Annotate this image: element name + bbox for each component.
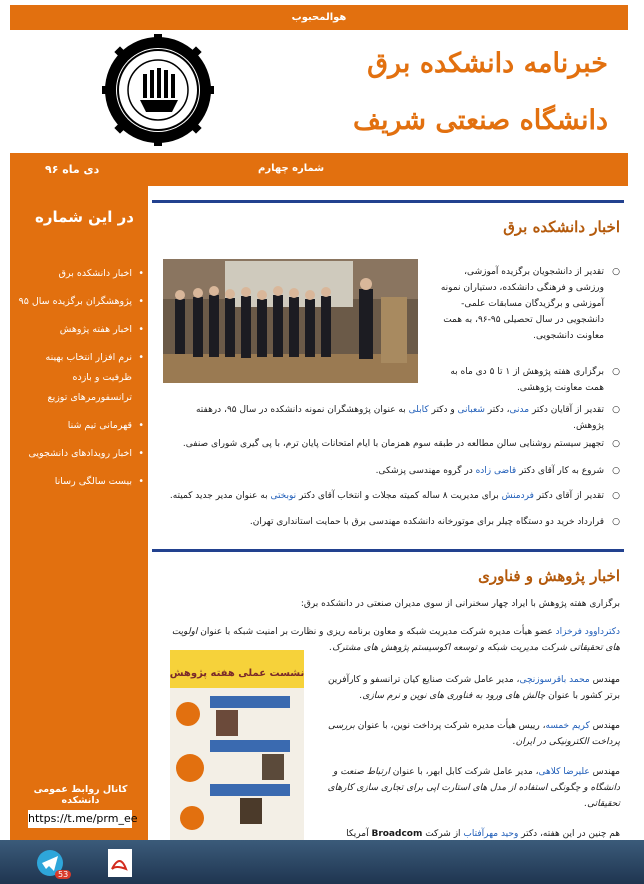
news-item: ○ تجهیز سیستم روشنایی سالن مطالعه در طبقه سوم همزمان با ایام امتحانات پایان ترم، با پی گیری شورای صنفی. — [166, 436, 620, 452]
contents-list — [14, 264, 142, 500]
research-intro: برگزاری هفته پژوهش با ایراد چهار سخنرانی از سوی مدیران صنعتی در دانشکده برق: — [300, 599, 620, 609]
contents-item[interactable]: • پژوهشگران برگزیده سال ۹۵ — [14, 292, 142, 312]
issue-number: شماره چهارم — [258, 163, 325, 174]
contents-item[interactable]: • نرم افزار انتخاب بهینه ظرفیت و بازده ترانسفورمرهای توزیع — [14, 348, 142, 408]
speaker-item: مهندس علیرضا کلاهی، مدیر عامل شرکت کابل ابهر، با عنوان ارتباط صنعت و دانشگاه و چگونگی استفاده از مدل های استارت اپی برای تجاری سازی کارهای تحقیقاتی. — [327, 767, 620, 809]
award-ceremony-photo — [163, 259, 418, 383]
issue-date: دی ماه ۹۶ — [45, 163, 100, 176]
news-section-title: اخبار دانشکده برق — [503, 218, 620, 236]
section-divider — [152, 549, 624, 552]
news-item: ○ تقدیر از آقای دکتر فردمنش برای مدیریت ۸ ساله کمیته مجلات و انتخاب آقای دکتر نوبختی به عنوان مدیر جدید کمیته. — [166, 488, 620, 504]
notification-badge: 53 — [55, 870, 71, 879]
pdf-reader-icon[interactable] — [98, 847, 142, 879]
speaker-item: دکترداوود فرخزاد عضو هیأت مدیره شرکت مدیریت شبکه و معاون برنامه ریزی و نظارت بر امنیت شبکه با عنوان اولویت های تحقیقاتی شرکت مدیریت شبکه و توسعه اکوسیستم پژوهش های مشترک. — [171, 627, 620, 653]
issue-bar — [10, 153, 628, 186]
news-item: ○ قرارداد خرید دو دستگاه چیلر برای موتورخانه دانشکده مهندسی برق با حمایت استانداری تهران. — [166, 514, 620, 530]
sidebar-title: در این شماره — [35, 208, 134, 226]
poster-title: نشست عملی هفته پژوهش — [170, 668, 304, 679]
newsletter-header — [10, 30, 628, 152]
contents-item[interactable]: • بیست سالگی رسانا — [14, 472, 142, 492]
section-divider — [152, 200, 624, 203]
contents-item[interactable]: • اخبار دانشکده برق — [14, 264, 142, 284]
top-banner — [10, 5, 628, 30]
news-item: ○ شروع به کار آقای دکتر قاضی زاده در گروه مهندسی پزشکی. — [166, 463, 620, 479]
university-logo — [102, 34, 214, 146]
news-item: ○ برگزاری هفته پژوهش از ۱ تا ۵ دی ماه به همت معاونت پژوهشی. — [434, 364, 620, 396]
university-name: دانشگاه صنعتی شریف — [353, 105, 608, 136]
contents-item[interactable]: • قهرمانی تیم شنا — [14, 416, 142, 436]
taskbar — [0, 840, 644, 884]
channel-label: کانال روابط عمومی دانشکده — [33, 784, 128, 806]
research-section-title: اخبار پژوهش و فناوری — [478, 567, 620, 585]
sidebar — [10, 186, 148, 840]
top-banner-text: هوالمحبوب — [291, 12, 347, 23]
newsletter-title: خبرنامه دانشکده برق — [367, 48, 608, 79]
main-content — [152, 186, 628, 840]
contents-item[interactable]: • اخبار رویدادهای دانشجویی — [14, 444, 142, 464]
news-item: ○ تقدیر از دانشجویان برگزیده آموزشی، ورزشی و فرهنگی دانشکده، دستیاران نمونه آموزشی و برگزیدگان مسابقات علمی-دانشجویی در سال تحصیلی ۹۵-۹۶، به همت معاونت دانشجویی. — [434, 264, 620, 344]
speaker-item: مهندس کریم خمسه، رییس هیأت مدیره شرکت پرداخت نوین، با عنوان بررسی پرداخت الکترونیکی در ایران. — [328, 721, 620, 747]
research-week-poster — [170, 650, 304, 840]
speaker-item: مهندس محمد باقرسوزنچی، مدیر عامل شرکت صنایع کیان ترانسفو و کارآفرین برتر کشور با عنوان چالش های ورود به فناوری های نوین و نرم سازی. — [327, 675, 620, 701]
contents-item[interactable]: • اخبار هفته پژوهش — [14, 320, 142, 340]
speaker-item: هم چنین در این هفته، دکتر وحید مهرآفتاب از شرکت Broadcom آمریکا — [346, 829, 620, 839]
news-item: ○ تقدیر از آقایان دکتر مدنی، دکتر شعبانی و دکتر کابلی به عنوان پژوهشگران نمونه دانشکده در سال ۹۵، درهفته پژوهش. — [166, 402, 620, 434]
channel-link[interactable]: https://t.me/prm_ee — [28, 810, 132, 828]
